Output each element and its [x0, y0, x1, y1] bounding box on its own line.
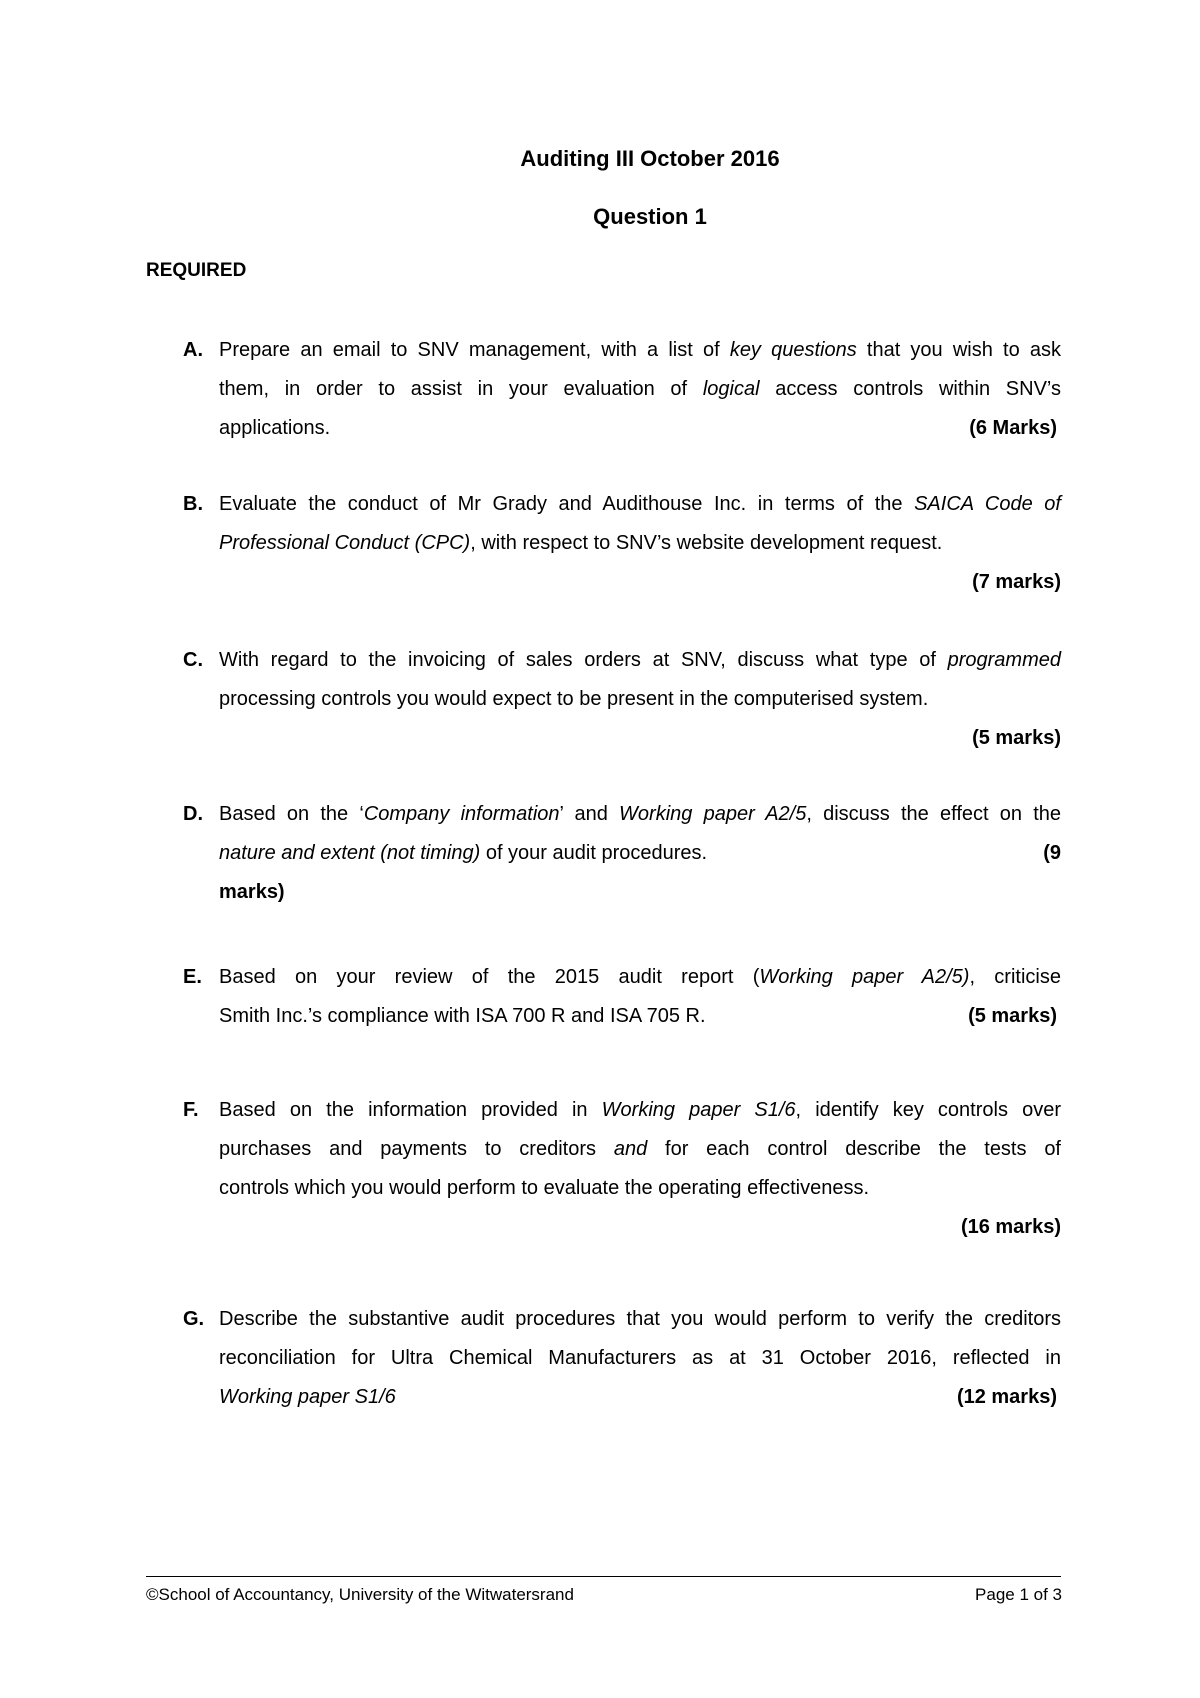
- text-run: reconciliation for Ultra Chemical Manufacturers as at 31 October 2016, reflected in: [219, 1347, 1061, 1369]
- question-line: [219, 409, 1061, 448]
- text-run-italic: logical: [702, 378, 760, 400]
- text-run: processing controls you would expect to be present in the computerised system.: [219, 688, 929, 710]
- marks-label: (7 marks): [972, 571, 1061, 593]
- question-heading: Question 1: [593, 204, 707, 229]
- text-run: access controls within SNV’s: [759, 378, 1061, 400]
- text-run: Based on your review of the 2015 audit report (: [219, 966, 760, 988]
- text-run: controls which you would perform to evaluate the operating effectiveness.: [219, 1177, 869, 1199]
- text-run: Describe the substantive audit procedures that you would perform to verify the creditors: [219, 1308, 1061, 1330]
- page-number: Page 1 of 3: [975, 1585, 1062, 1604]
- question-letter: D.: [183, 803, 203, 825]
- question-letter: F.: [183, 1099, 199, 1121]
- text-run: of your audit procedures.: [480, 842, 708, 864]
- question-text: [219, 795, 1061, 912]
- question-line: [219, 834, 1061, 873]
- question-line: [219, 1339, 1061, 1378]
- question-line: [219, 958, 1061, 997]
- required-heading: REQUIRED: [146, 260, 247, 281]
- text-run: Based on the ‘: [219, 803, 364, 825]
- question-line: [219, 1130, 1061, 1169]
- document-title: Auditing III October 2016: [520, 146, 780, 171]
- marks-label: (16 marks): [960, 1216, 1061, 1238]
- text-run: , with respect to SNV’s website development request.: [470, 532, 943, 554]
- question-text: [219, 958, 1061, 1036]
- text-run: , criticise: [969, 966, 1061, 988]
- question-text: [219, 1300, 1061, 1417]
- question-letter: A.: [183, 339, 203, 361]
- question-line: [219, 485, 1061, 524]
- footer-divider: [146, 1576, 1061, 1577]
- question-line: [219, 1378, 1061, 1417]
- text-run: marks): [219, 881, 285, 903]
- text-run: applications.: [219, 417, 331, 439]
- question-line: [219, 1169, 1061, 1208]
- question-text: [219, 1091, 1061, 1247]
- question-line: [219, 524, 1061, 563]
- question-text: [219, 331, 1061, 448]
- text-run: purchases and payments to creditors: [219, 1138, 614, 1160]
- question-line: [219, 997, 1061, 1036]
- text-run: Based on the information provided in: [219, 1099, 602, 1121]
- question-line: [219, 680, 1061, 719]
- question-line: [219, 370, 1061, 409]
- question-text: [219, 485, 1061, 602]
- marks-label: (9: [1043, 842, 1061, 864]
- text-run-italic: programmed: [947, 649, 1061, 671]
- question-line: [219, 1300, 1061, 1339]
- text-run: Evaluate the conduct of Mr Grady and Audithouse Inc. in terms of the: [219, 493, 915, 515]
- question-letter: B.: [183, 493, 203, 515]
- question-line: [219, 1091, 1061, 1130]
- marks-label: (5 marks): [972, 727, 1061, 749]
- question-text: [219, 641, 1061, 758]
- question-line: [219, 795, 1061, 834]
- question-line: [219, 641, 1061, 680]
- text-run-italic: Working paper A2/5): [759, 966, 970, 988]
- marks-label: (12 marks): [956, 1386, 1057, 1408]
- text-run: , discuss the effect on the: [806, 803, 1062, 825]
- question-line: [219, 873, 1061, 912]
- question-letter: C.: [183, 649, 203, 671]
- text-run: that you wish to ask: [856, 339, 1062, 361]
- question-line: [219, 331, 1061, 370]
- text-run-italic: nature and extent (not timing): [219, 842, 481, 864]
- text-run-italic: key questions: [729, 339, 857, 361]
- text-run: Smith Inc.’s compliance with ISA 700 R and ISA 705 R.: [219, 1005, 706, 1027]
- text-run-italic: and: [613, 1138, 648, 1160]
- text-run-italic: Working paper A2/5: [619, 803, 807, 825]
- text-run: With regard to the invoicing of sales orders at SNV, discuss what type of: [219, 649, 948, 671]
- text-run-italic: Working paper S1/6: [219, 1386, 396, 1408]
- text-run: for each control describe the tests of: [647, 1138, 1061, 1160]
- text-run: ’ and: [559, 803, 620, 825]
- text-run-italic: Company information: [363, 803, 560, 825]
- question-letter: E.: [183, 966, 202, 988]
- text-run: them, in order to assist in your evaluation of: [219, 378, 703, 400]
- question-letter: G.: [183, 1308, 205, 1330]
- text-run: Prepare an email to SNV management, with a list of: [219, 339, 730, 361]
- marks-label: (5 marks): [968, 1005, 1057, 1027]
- text-run-italic: SAICA Code of: [914, 493, 1061, 515]
- text-run-italic: Professional Conduct (CPC): [219, 532, 471, 554]
- text-run-italic: Working paper S1/6: [601, 1099, 796, 1121]
- marks-label: (6 Marks): [969, 417, 1057, 439]
- text-run: , identify key controls over: [795, 1099, 1061, 1121]
- footer-copyright: ©School of Accountancy, University of the Witwatersrand: [146, 1585, 574, 1604]
